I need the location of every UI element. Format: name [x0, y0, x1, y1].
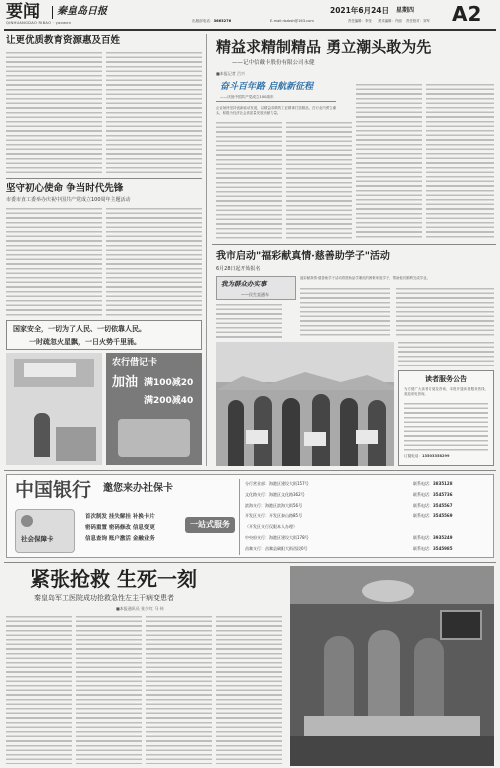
- rescue-title: 紧张抢救 生死一刻: [30, 567, 197, 591]
- boc-divider: [239, 479, 240, 555]
- education-body-col1: [6, 52, 102, 174]
- branch-phone-label: 联系电话：: [413, 534, 433, 540]
- enterprise-byline: ■本报记者 吕兴: [216, 71, 246, 76]
- service-badge: [216, 276, 296, 300]
- rescue-body-col1: [6, 616, 72, 764]
- bank-card-line1: 加油: [112, 375, 139, 390]
- enterprise-body-col4: [426, 84, 494, 240]
- branch-phone-number: 3935249: [433, 534, 453, 540]
- branch-phone: [413, 479, 452, 490]
- ad-top-rule: [4, 470, 496, 471]
- education-rule: [6, 178, 202, 179]
- security-slogan: [6, 320, 202, 350]
- photo-gift-2: [304, 432, 326, 446]
- masthead-rule: [4, 29, 496, 31]
- branch-phone-label: 联系电话：: [413, 513, 433, 519]
- bank-card-ad: [106, 353, 202, 465]
- hotline: [192, 19, 231, 24]
- bank-card-title: 农行借记卡: [112, 358, 158, 368]
- branch-name: 昌黎支行：昌黎县碣阳大街西段0号: [245, 545, 308, 551]
- slogan-line-1: 国家安全，一切为了人民、一切依靠人民。: [13, 325, 146, 333]
- reader-contact-number: 13503358299: [421, 454, 450, 458]
- editor: 责任编辑：李莹: [348, 19, 372, 23]
- hall-photo: [6, 353, 102, 465]
- branch-name: 滨海支行：海港区滨海大街56号: [245, 502, 303, 508]
- rescue-subtitle: 秦皇岛军工医院成功抢救急性左主干病变患者: [34, 594, 174, 602]
- bank-card-graphic: [118, 419, 190, 457]
- boc-feature-2: 密码重置 密码修改 信息变更: [85, 525, 155, 531]
- charity-body-col1: [216, 304, 282, 338]
- education-body-col2: [106, 52, 202, 174]
- branch-list: [245, 479, 491, 555]
- photo-gift-3: [356, 430, 378, 444]
- branch-row-0: [245, 479, 491, 490]
- charity-paragraph: 福彩献真情·慈善助学子活动将资助品学兼优的困难家庭学子，帮助他们顺利完成学业。: [300, 276, 430, 280]
- branch-name: 文化路支行：海港区文化路362号: [245, 491, 305, 497]
- bank-card-line2: 满100减20: [144, 378, 194, 388]
- artist: 美术编辑：许丽: [378, 19, 402, 23]
- charity-dateline: 6月28日起开始报名: [216, 266, 261, 272]
- surgery-photo: [290, 566, 494, 766]
- branch-phone: [413, 544, 452, 555]
- rescue-body-col2: [76, 616, 142, 764]
- banner-subtitle: ——庆祝中国共产党成立100周年: [220, 95, 274, 99]
- floor: [290, 736, 494, 766]
- service-badge-subtitle: ——民生直通车: [241, 292, 269, 297]
- mission-body-col2: [106, 208, 202, 316]
- branch-row-5: [245, 533, 491, 544]
- reader-contact-label: 订阅电话：: [404, 454, 422, 458]
- hotline-label: 出版部电话：: [192, 19, 214, 23]
- charity-body-col3: [396, 288, 494, 338]
- enterprise-body-col3: [356, 84, 422, 240]
- branch-phone-label: 联系电话：: [413, 491, 433, 497]
- branch-name: （开发区支行仅限本人办理）: [245, 524, 297, 530]
- bank-card-line3: 满200减40: [144, 396, 194, 406]
- column-divider: [206, 34, 207, 466]
- mission-body-col1: [6, 208, 102, 316]
- photo-person-4: [312, 394, 330, 466]
- branch-row-4: [245, 522, 491, 533]
- boc-ad: [6, 474, 494, 558]
- banner-title: 奋斗百年路 启航新征程: [220, 82, 314, 92]
- branch-phone: [413, 511, 452, 522]
- rescue-body-col3: [146, 616, 212, 764]
- branch-phone-label: 联系电话：: [413, 502, 433, 508]
- photo-person-3: [282, 398, 300, 466]
- mission-title: 坚守初心使命 争当时代先锋: [6, 183, 124, 194]
- enterprise-body-col2: [286, 122, 352, 240]
- charity-group-photo: [216, 342, 394, 466]
- education-title: 让更优质教育资源惠及百姓: [6, 35, 121, 46]
- branch-phone: [413, 533, 452, 544]
- branch-row-3: [245, 511, 491, 522]
- section-title: 要闻: [6, 2, 40, 22]
- email: E-mail:rbzbsh@163.com: [270, 19, 314, 23]
- enterprise-subtitle: ——记中信戴卡股份有限公司永健: [232, 60, 315, 66]
- slogan-line-2: 一时疏忽火星飘，一日火势千里涌。: [29, 338, 141, 346]
- photo-gift-1: [246, 430, 268, 444]
- centenary-banner: [216, 80, 336, 102]
- boc-feature-3: 信息查询 账户激活 金融业务: [85, 536, 155, 542]
- branch-row-6: [245, 544, 491, 555]
- branch-row-1: [245, 490, 491, 501]
- hall-counter: [56, 427, 96, 461]
- branch-name: 中央府支行：海港区建设大街178号: [245, 534, 309, 540]
- reader-notice-title: 读者服务公告: [425, 375, 467, 383]
- charity-title: 我市启动"福彩献真情·慈善助学子"活动: [216, 251, 390, 262]
- surgery-lamp: [362, 580, 414, 602]
- proofreader: 责任校对：刘军: [406, 19, 430, 23]
- hall-person: [34, 413, 50, 457]
- branch-phone-number: 3545736: [433, 491, 453, 497]
- rescue-byline: ■本报通讯员 张少红 马 伟: [116, 606, 164, 611]
- reader-notice-paragraph: 为方便广大读者订阅及咨询，本报开通读者服务热线，欢迎来电咨询。: [404, 387, 488, 396]
- masthead: [0, 0, 500, 30]
- branch-phone-label: 联系电话：: [413, 481, 433, 486]
- branch-row-2: [245, 501, 491, 512]
- branch-name: 分行营业部：海港区建设大街157号: [245, 481, 309, 486]
- reader-notice: [398, 370, 494, 466]
- boc-slogan: 邀您来办社保卡: [103, 483, 173, 494]
- branch-phone-number: 3545985: [433, 545, 453, 551]
- paper-pinyin: QINHUANGDAO RIBAO · yaowen: [6, 21, 72, 25]
- hall-screen: [24, 363, 76, 377]
- surgeon-3: [414, 638, 444, 722]
- branch-phone-number: 3545569: [433, 513, 453, 519]
- page-number: A2: [452, 2, 482, 26]
- rescue-body-col4: [216, 616, 282, 764]
- card-label: 社会保障卡: [21, 535, 54, 543]
- reader-notice-body: [404, 403, 488, 451]
- hotline-number: 3663276: [213, 19, 232, 23]
- branch-phone-number: 3835128: [433, 481, 453, 486]
- surgeon-1: [324, 636, 354, 722]
- operating-table: [304, 716, 480, 736]
- service-badge-title: 我为群众办实事: [221, 280, 267, 288]
- surgery-monitor: [440, 610, 482, 640]
- boc-one-stop: 一站式服务: [185, 517, 235, 533]
- card-chip: [21, 515, 33, 527]
- branch-phone: [413, 501, 452, 512]
- charity-body-col2: [300, 288, 390, 338]
- branch-phone-number: 3545567: [433, 502, 453, 508]
- enterprise-rule: [212, 244, 496, 245]
- enterprise-paragraph: 企业始终坚持创新驱动发展，以精益求精的工匠精神打造精品，在行业内勇立潮头，积极为经济社会高质量发展贡献力量。: [216, 106, 336, 115]
- charity-caption: [398, 342, 494, 366]
- issue-weekday: 星期四: [396, 7, 415, 14]
- paper-name: 秦皇岛日报: [57, 6, 107, 17]
- branch-phone: [413, 490, 452, 501]
- boc-feature-1: 首次制发 挂失解挂 补换卡片: [85, 514, 155, 520]
- issue-date: 2021年6月24日: [330, 6, 390, 15]
- mission-subtitle: 市委市直工委举办庆祝中国共产党成立100周年主题活动: [6, 197, 131, 203]
- section-divider: [52, 6, 53, 19]
- enterprise-title: 精益求精制精品 勇立潮头敢为先: [216, 38, 432, 56]
- boc-brand: 中国银行: [15, 479, 92, 501]
- enterprise-body-col1: [216, 122, 282, 240]
- social-security-card: [15, 509, 75, 553]
- branch-name: 开发区支行：开发区泰山路85号: [245, 513, 303, 519]
- branch-phone-label: 联系电话：: [413, 545, 433, 551]
- reader-notice-contact: [404, 453, 449, 459]
- photo-person-1: [228, 400, 244, 466]
- surgeon-2: [368, 630, 400, 722]
- rescue-top-rule: [4, 562, 496, 563]
